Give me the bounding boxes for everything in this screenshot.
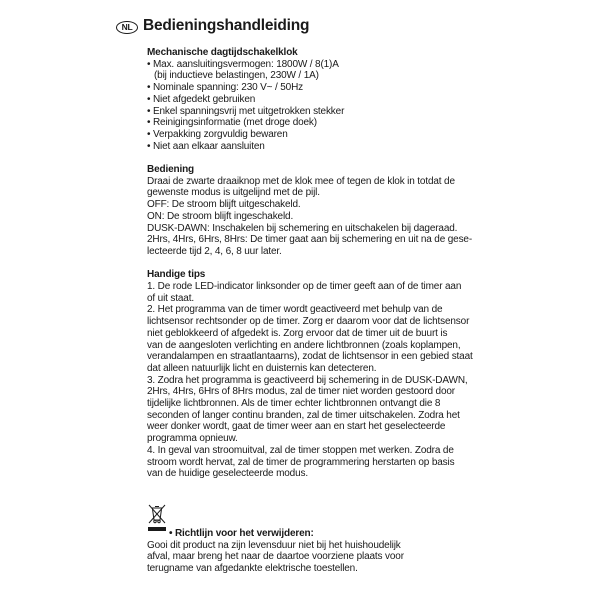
tips-line: 1. De rode LED-indicator linksonder op de timer geeft aan of de timer aan bbox=[147, 281, 462, 293]
page-title: Bedieningshandleiding bbox=[143, 17, 310, 34]
tips-heading: Handige tips bbox=[147, 269, 206, 281]
tips-line: 3. Zodra het programma is geactiveerd bij schemering in de DUSK-DAWN, bbox=[147, 374, 468, 386]
disposal-section bbox=[147, 528, 477, 575]
spec-item: (bij inductieve belastingen, 230W / 1A) bbox=[154, 70, 319, 82]
tips-line: van de huidige geselecteerde modus. bbox=[147, 468, 308, 480]
spec-item: • Nominale spanning: 230 V~ / 50Hz bbox=[147, 82, 303, 94]
operation-line: gewenste modus is uitgelijnd met de pijl. bbox=[147, 187, 320, 199]
tips-line: programma opnieuw. bbox=[147, 433, 238, 445]
specs-heading: Mechanische dagtijdschakelklok bbox=[147, 47, 298, 58]
operation-line: OFF: De stroom blijft uitgeschakeld. bbox=[147, 199, 301, 211]
disposal-line: terugname van afgedankte elektrische toestellen. bbox=[147, 563, 358, 575]
language-badge-nl: NL bbox=[116, 21, 138, 34]
tips-line: 2. Het programma van de timer wordt geactiveerd met behulp van de bbox=[147, 304, 443, 316]
tips-line: van de aangesloten verlichting en andere lichtbronnen (zoals koplampen, bbox=[147, 339, 461, 351]
tips-line: verandalampen en straatlantaarns), zodat de lichtsensor in een gebied staat bbox=[147, 351, 473, 363]
disposal-heading: • Richtlijn voor het verwijderen: bbox=[169, 528, 314, 539]
spec-item: • Enkel spanningsvrij met uitgetrokken stekker bbox=[147, 105, 345, 117]
tips-line: seconden of langer continu branden, zal de timer uitschakelen. Zodra het bbox=[147, 409, 460, 421]
disposal-line: Gooi dit product na zijn levensduur niet bij het huishoudelijk bbox=[147, 539, 401, 551]
spec-item: • Max. aansluitingsvermogen: 1800W / 8(1)A bbox=[147, 58, 339, 70]
tips-line: tijdelijke lichtbronnen. Als de timer echter lichtbronnen ontvangt die 8 bbox=[147, 398, 441, 410]
operation-line: DUSK-DAWN: Inschakelen bij schemering en uitschakelen bij dageraad. bbox=[147, 222, 458, 234]
disposal-line: afval, maar breng het naar de daartoe voorziene plaats voor bbox=[147, 551, 404, 563]
tips-line: dat alleen natuurlijk licht en duisternis kan detecteren. bbox=[147, 362, 377, 374]
tips-line: stroom wordt hervat, zal de timer de programmering herstarten op basis bbox=[147, 456, 455, 468]
tips-line: lichtsensor rechtsonder op de timer. Zorg er daarom voor dat de lichtsensor bbox=[147, 316, 470, 328]
operation-heading: Bediening bbox=[147, 164, 194, 176]
operation-line: ON: De stroom blijft ingeschakeld. bbox=[147, 210, 294, 222]
tips-line: of uit staat. bbox=[147, 292, 194, 304]
tips-line: niet geblokkeerd of afgedekt is. Zorg ervoor dat de timer uit de buurt is bbox=[147, 327, 448, 339]
spec-item: • Niet afgedekt gebruiken bbox=[147, 93, 256, 105]
spec-item: • Reinigingsinformatie (met droge doek) bbox=[147, 117, 317, 129]
operation-line: Draai de zwarte draaiknop met de klok mee of tegen de klok in totdat de bbox=[147, 175, 455, 187]
operation-line: 2Hrs, 4Hrs, 6Hrs, 8Hrs: De timer gaat aan bij schemering en uit na de gese- bbox=[147, 234, 473, 246]
operation-line: lecteerde tijd 2, 4, 6, 8 uur later. bbox=[147, 245, 282, 257]
tips-line: 4. In geval van stroomuitval, zal de timer stoppen met werken. Zodra de bbox=[147, 444, 454, 456]
tips-line: 2Hrs, 4Hrs, 6Hrs of 8Hrs modus, zal de timer niet worden gestoord door bbox=[147, 386, 455, 398]
manual-content bbox=[147, 47, 477, 480]
spec-item: • Niet aan elkaar aansluiten bbox=[147, 140, 265, 152]
tips-line: weer donker wordt, gaat de timer weer aan en start het geselecteerde bbox=[147, 421, 446, 433]
spec-item: • Verpakking zorgvuldig bewaren bbox=[147, 128, 288, 140]
